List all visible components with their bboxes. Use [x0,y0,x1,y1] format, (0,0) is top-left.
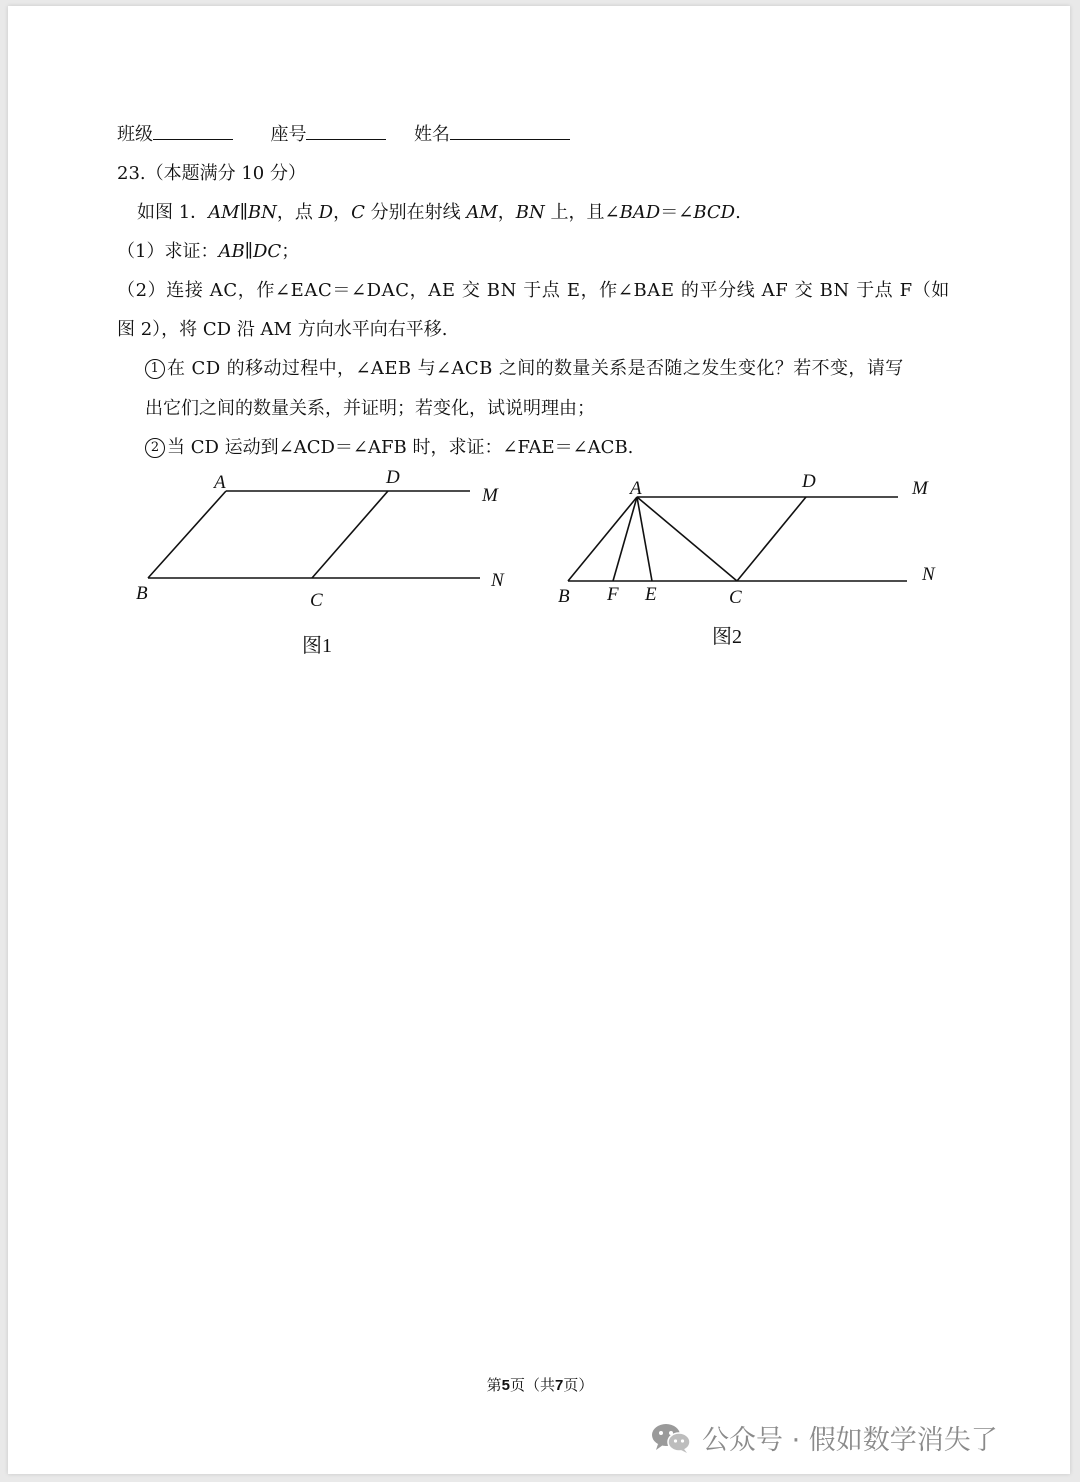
sub1-line1: 1 在 CD 的移动过程中，∠AEB 与∠ACB 之间的数量关系是否随之发生变化？若不变，请写 [145,356,904,382]
class-blank [153,121,233,140]
fig2-label-c: C [729,587,742,608]
part2-line1: （2）连接 AC，作∠EAC＝∠DAC，AE 交 BN 于点 E，作∠BAE 的平分线 AF 交 BN 于点 F（如 [117,280,950,301]
fig2-segment-ac [637,497,737,581]
exam-page [8,6,1070,1474]
sub2-line: 2 当 CD 运动到∠ACD＝∠AFB 时，求证：∠FAE＝∠ACB. [145,435,633,461]
name-blank [450,121,570,140]
total-pages: 7 [555,1377,564,1394]
class-label: 班级 [117,124,153,145]
fig1-label-d: D [386,467,400,488]
sub1-marker: 1 [145,359,165,379]
fig1-label-b: B [136,583,148,604]
fig2-caption: 图2 [712,626,742,648]
fig2-label-d: D [802,471,816,492]
fig2-segment-dc [737,497,806,581]
question-stem: 如图 1．AM∥BN，点 D，C 分别在射线 AM，BN 上，且∠BAD＝∠BCD. [137,202,741,223]
fig2-label-a: A [630,478,642,499]
seat-label: 座号 [270,124,307,145]
fig2-label-f: F [607,584,619,605]
watermark-text: 公众号 · 假如数学消失了 [702,1425,998,1456]
fig2-label-m: M [912,478,928,499]
fig2-segment-ae [637,497,652,581]
fig1-label-a: A [214,472,226,493]
question-number: 23.（本题满分 10 分） [117,163,306,184]
part1: （1）求证：AB∥DC； [117,241,300,262]
fig1-label-m: M [482,485,498,506]
figure-2 [550,460,960,660]
fig2-segment-af [613,497,637,581]
fig2-label-b: B [558,586,570,607]
figure-1 [120,460,520,670]
current-page: 5 [501,1377,510,1394]
fig2-label-n: N [922,564,935,585]
watermark [650,1418,998,1457]
student-info-line [117,121,570,148]
fig1-segment-ab [148,491,226,578]
fig1-caption: 图1 [302,635,332,657]
name-label: 姓名 [413,124,450,145]
page-footer: 第5页（共7页） [486,1376,594,1394]
sub2-marker: 2 [145,438,165,458]
fig1-label-n: N [491,570,504,591]
fig2-segment-ab [568,497,637,581]
seat-blank [306,121,386,140]
part2-line2: 图 2），将 CD 沿 AM 方向水平向右平移. [117,319,448,340]
wechat-icon [650,1422,692,1454]
sub1-line2: 出它们之间的数量关系，并证明；若变化，试说明理由； [145,398,595,419]
fig1-segment-dc [312,491,388,578]
fig2-label-e: E [645,584,657,605]
fig1-label-c: C [310,590,323,611]
